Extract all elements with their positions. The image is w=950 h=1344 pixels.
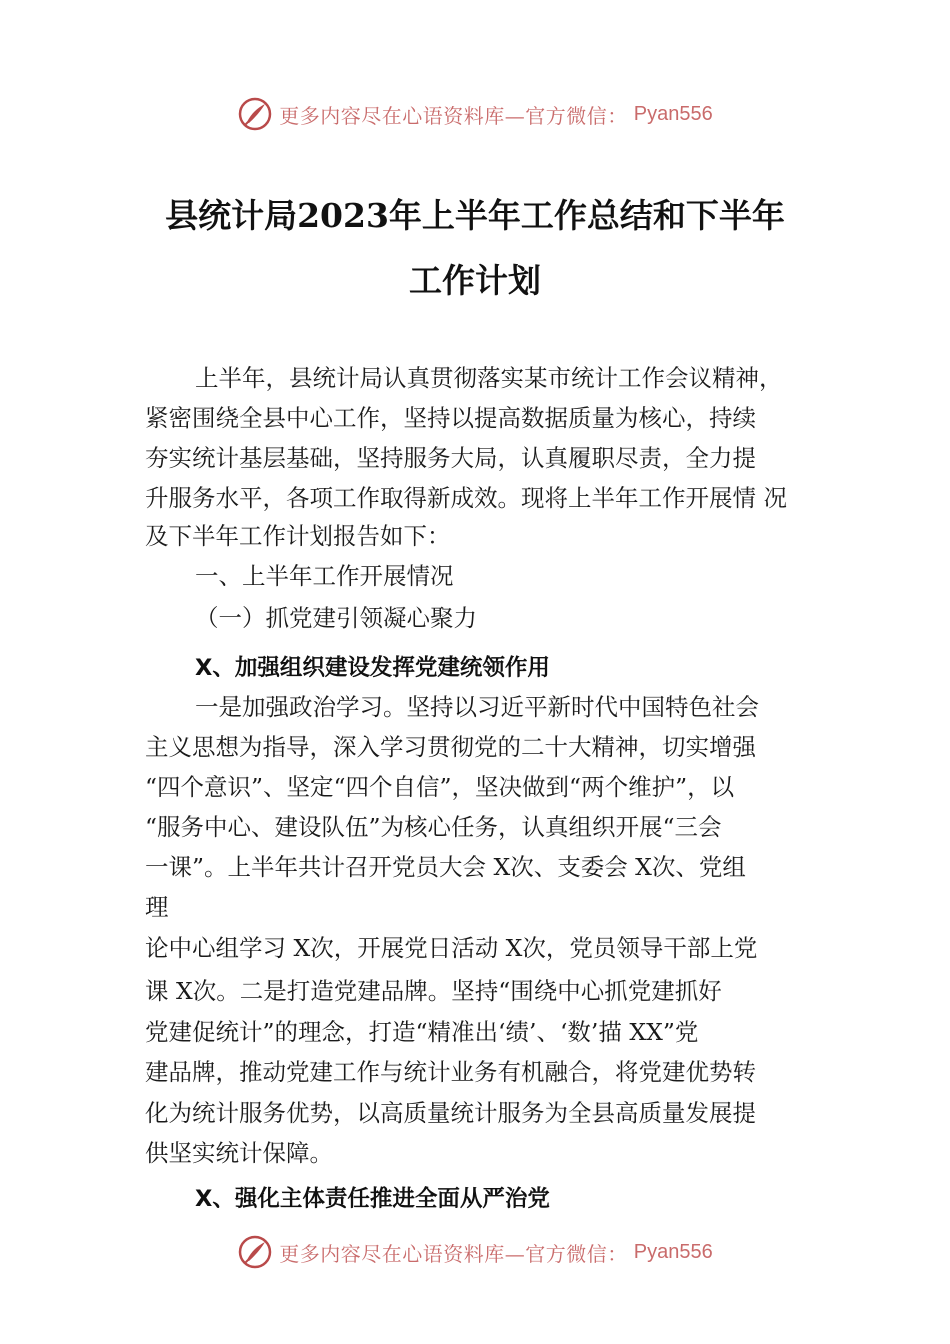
paragraph-line: 夯实统计基层基础，坚持服务大局，认真履职尽责，全力提	[145, 444, 756, 472]
banner-text: 更多内容尽在心语资料库—官方微信：	[279, 103, 628, 128]
paragraph-line: 党建促统计”的理念，打造“精准出‘绩’、‘数’描 XX”党	[145, 1018, 699, 1046]
document-title-line-1: 县统计局2023年上半年工作总结和下半年	[165, 196, 785, 235]
bold-heading: X、强化主体责任推进全面从严治党	[195, 1186, 550, 1212]
paragraph-line: “四个意识”、坚定“四个自信”，坚决做到“两个维护”，以	[145, 773, 735, 801]
banner-text: 更多内容尽在心语资料库—官方微信：	[279, 1241, 628, 1266]
paragraph-line: 一是加强政治学习。坚持以习近平新时代中国特色社会	[195, 693, 759, 721]
paragraph-line: 主义思想为指导，深入学习贯彻党的二十大精神，切实增强	[145, 733, 756, 761]
document-title-line-2: 工作计划	[409, 261, 541, 300]
paragraph-line: 上半年，县统计局认真贯彻落实某市统计工作会议精神，	[195, 364, 783, 392]
quill-pen-seal-icon	[237, 1234, 273, 1270]
paragraph-line: 论中心组学习 X次，开展党日活动 X次，党员领导干部上党	[145, 934, 758, 962]
paragraph-line: 课 X次。二是打造党建品牌。坚持“围绕中心抓党建抓好	[145, 977, 722, 1005]
paragraph-line: 建品牌，推动党建工作与统计业务有机融合，将党建优势转	[145, 1058, 756, 1086]
banner-wechat-id: Pyan556	[633, 102, 713, 125]
paragraph-line: 一课”。上半年共计召开党员大会 X次、支委会 X次、党组	[145, 853, 746, 881]
section-heading: 一、上半年工作开展情况	[195, 562, 454, 590]
bold-heading: X、加强组织建设发挥党建统领作用	[195, 655, 550, 681]
header-banner	[0, 94, 950, 134]
paragraph-line: 及下半年工作计划报告如下：	[145, 522, 451, 550]
paragraph-line: “服务中心、建设队伍”为核心任务，认真组织开展“三会	[145, 813, 722, 841]
paragraph-line: 升服务水平，各项工作取得新成效。现将上半年工作开展情 况	[145, 484, 787, 512]
paragraph-line: 理	[145, 893, 169, 921]
quill-pen-seal-icon	[237, 96, 273, 132]
paragraph-line: 紧密围绕全县中心工作，坚持以提高数据质量为核心，持续	[145, 404, 756, 432]
subsection-heading: （一）抓党建引领凝心聚力	[195, 604, 477, 632]
banner-wechat-id: Pyan556	[633, 1240, 713, 1263]
footer-banner	[0, 1232, 950, 1272]
paragraph-line: 化为统计服务优势，以高质量统计服务为全县高质量发展提	[145, 1099, 756, 1127]
paragraph-line: 供坚实统计保障。	[145, 1139, 333, 1167]
